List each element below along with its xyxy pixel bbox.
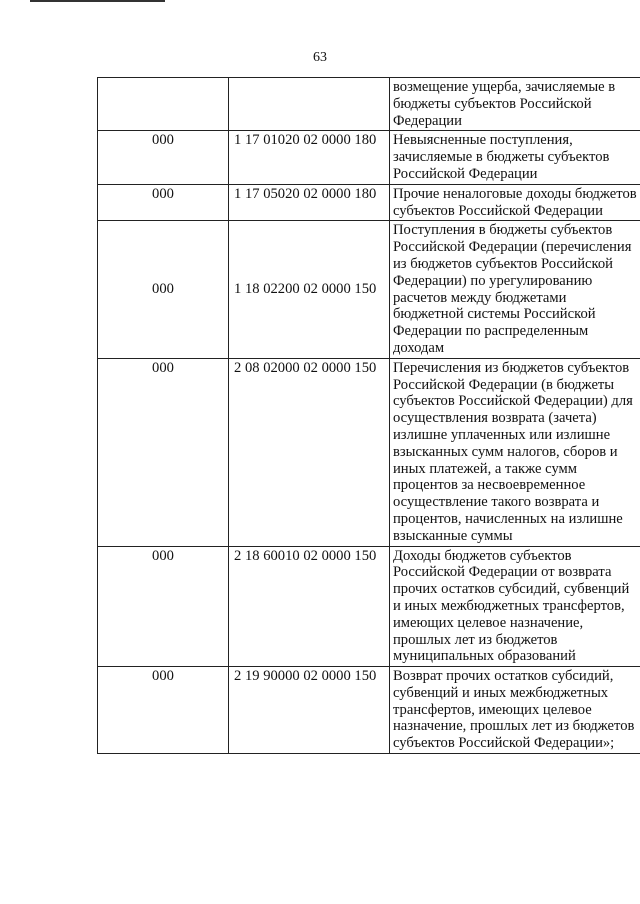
admin-code-cell: 000 bbox=[98, 184, 229, 221]
admin-code-cell: 000 bbox=[98, 358, 229, 546]
top-rule bbox=[30, 0, 165, 2]
table-row bbox=[98, 131, 640, 184]
kbk-code-cell bbox=[229, 78, 390, 131]
table-row bbox=[98, 184, 640, 221]
table-row bbox=[98, 221, 640, 358]
revenue-name-cell: Перечисления из бюджетов субъектов Российской Федерации (в бюджеты субъектов Российской Федерации) для осуществления возврата (зачета) излишне уплаченных или излишне взысканных сумм налогов, сборов и иных платежей, а также сумм процентов за несвоевременное осуществление такого возврата и процентов, начисленных на излишне взысканные суммы bbox=[390, 358, 640, 546]
revenue-name-cell: Поступления в бюджеты субъектов Российской Федерации (перечисления из бюджетов субъектов Российской Федерации) по урегулированию расчетов между бюджетами бюджетной системы Российской Федерации по распределенным доходам bbox=[390, 221, 640, 358]
revenue-name-cell: Возврат прочих остатков субсидий, субвенций и иных межбюджетных трансфертов, имеющих целевое назначение, прошлых лет из бюджетов субъектов Российской Федерации»; bbox=[390, 667, 640, 754]
revenue-name-cell: возмещение ущерба, зачисляемые в бюджеты субъектов Российской Федерации bbox=[390, 78, 640, 131]
table-row bbox=[98, 78, 640, 131]
kbk-code-cell: 2 18 60010 02 0000 150 bbox=[229, 546, 390, 667]
table-row bbox=[98, 358, 640, 546]
kbk-code-cell: 2 08 02000 02 0000 150 bbox=[229, 358, 390, 546]
admin-code-cell: 000 bbox=[98, 546, 229, 667]
kbk-code-cell: 1 17 05020 02 0000 180 bbox=[229, 184, 390, 221]
admin-code-cell: 000 bbox=[98, 221, 229, 358]
table-row bbox=[98, 667, 640, 754]
revenue-codes-table bbox=[97, 77, 640, 754]
admin-code-cell: 000 bbox=[98, 667, 229, 754]
table-row bbox=[98, 546, 640, 667]
kbk-code-cell: 2 19 90000 02 0000 150 bbox=[229, 667, 390, 754]
kbk-code-cell: 1 18 02200 02 0000 150 bbox=[229, 221, 390, 358]
revenue-name-cell: Доходы бюджетов субъектов Российской Федерации от возврата прочих остатков субсидий, субвенций и иных межбюджетных трансфертов, имеющих целевое назначение, прошлых лет из бюджетов муниципальных образований bbox=[390, 546, 640, 667]
revenue-name-cell: Невыясненные поступления, зачисляемые в бюджеты субъектов Российской Федерации bbox=[390, 131, 640, 184]
admin-code-cell bbox=[98, 78, 229, 131]
admin-code-cell: 000 bbox=[98, 131, 229, 184]
kbk-code-cell: 1 17 01020 02 0000 180 bbox=[229, 131, 390, 184]
page-number: 63 bbox=[313, 50, 327, 65]
revenue-name-cell: Прочие неналоговые доходы бюджетов субъектов Российской Федерации bbox=[390, 184, 640, 221]
